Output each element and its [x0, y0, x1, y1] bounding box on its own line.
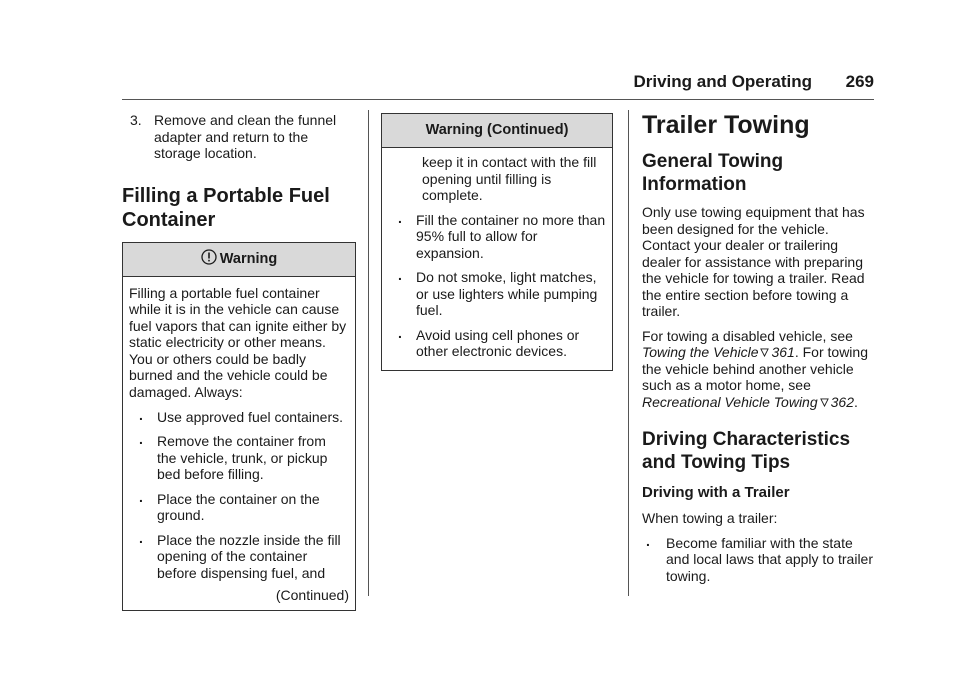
warning-bullet: . Remove the container from the vehicle, trunk, or pickup bed before filling.: [139, 431, 328, 483]
warning-bullet: . Avoid using cell phones or other electronic devices.: [398, 324, 580, 359]
heading-general-towing: General Towing Information: [642, 151, 784, 195]
step-3: [122, 112, 356, 162]
warning-bullet: . Place the container on the ground.: [139, 488, 320, 524]
warning-box: [122, 242, 356, 611]
xref-page[interactable]: 362: [830, 393, 854, 410]
page-reference-icon: [820, 398, 829, 407]
page-number: 269: [845, 72, 874, 91]
section-title-trailer-towing: Trailer Towing: [642, 111, 810, 139]
column-divider-2: [628, 110, 629, 596]
warning-bullet: . Use approved fuel containers.: [139, 406, 343, 425]
header-rule: [122, 99, 874, 100]
paragraph-disabled-vehicle: For towing a disabled vehicle, see Towing the Vehicle 361. For towing the vehicle behind another vehicle such as a motor home, see Recreational Vehicle Towing 362.: [642, 327, 868, 410]
xref-page[interactable]: 361: [771, 344, 795, 360]
warning-bullet: . Fill the container no more than 95% full to allow for expansion.: [398, 209, 606, 261]
warning-title: Warning: [219, 250, 278, 267]
warning-body: [123, 277, 355, 610]
section-title: Driving and Operating: [633, 72, 812, 91]
warning-bullet: . Do not smoke, light matches, or use lighters while pumping fuel.: [398, 267, 598, 318]
page-header: [122, 72, 874, 98]
step-text: Remove and clean the funnel adapter and return to the storage location.: [154, 112, 337, 161]
column-divider-1: [368, 110, 369, 596]
xref-recreational-vehicle-towing[interactable]: Recreational Vehicle Towing: [642, 393, 818, 410]
towing-bullet: . Become familiar with the state and local laws that apply to trailer towing.: [646, 532, 873, 584]
warning-body: [382, 148, 612, 370]
warning-box-continued: [381, 113, 613, 371]
warning-header: Warning (Continued): [382, 114, 612, 148]
column-1: [122, 110, 356, 611]
warning-header: [123, 243, 355, 277]
heading-driving-characteristics: Driving Characteristics and Towing Tips: [642, 429, 851, 473]
paragraph-when-towing: When towing a trailer:: [642, 510, 778, 526]
column-3: [642, 110, 874, 584]
xref-towing-the-vehicle[interactable]: Towing the Vehicle: [642, 344, 759, 360]
warning-continued-text: keep it in contact with the fill opening until filling is complete.: [422, 154, 597, 203]
subheading-driving-with-trailer: Driving with a Trailer: [642, 484, 790, 501]
paragraph-towing-equipment: Only use towing equipment that has been designed for the vehicle. Contact your dealer or trailering dealer for assistance with preparing the vehicle for towing a trailer. Read the entire section before towing a trailer.: [642, 204, 865, 319]
section-heading-portable-fuel: Filling a Portable Fuel Container: [122, 184, 330, 231]
page-reference-icon: [760, 348, 769, 357]
continued-label: (Continued): [275, 587, 349, 604]
step-number: 3.: [130, 112, 142, 128]
warning-text: Filling a portable fuel container while it is in the vehicle can cause fuel vapors that can ignite either by static electricity or other means. You or others could be badly burned and the vehicle could be damaged. Always:: [129, 284, 347, 401]
warning-bullet: . Place the nozzle inside the fill opening of the container before dispensing fuel, and: [139, 529, 341, 581]
warning-icon: [201, 249, 217, 265]
column-2: [381, 113, 613, 371]
